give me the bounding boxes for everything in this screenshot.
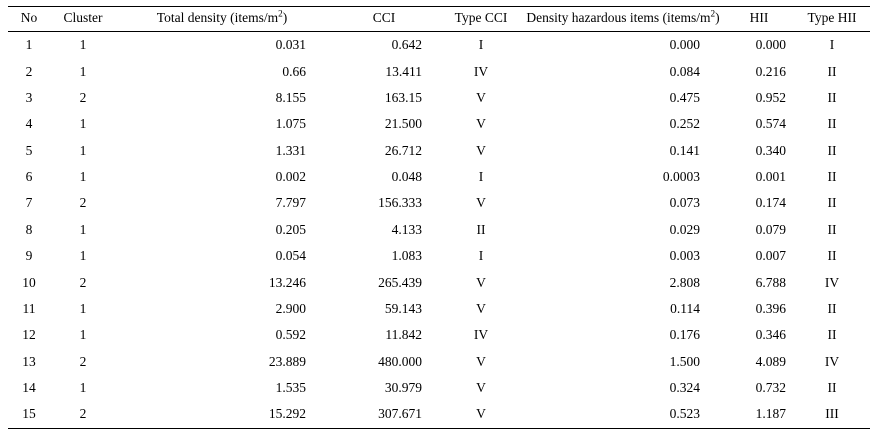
cell-cci: 156.333 [378, 195, 422, 211]
table-row [8, 322, 870, 348]
table-row [8, 269, 870, 295]
cell-hii: 0.574 [755, 116, 786, 132]
cell-type-hii: II [827, 380, 837, 396]
cell-type-hii: II [827, 327, 837, 343]
table-row [8, 85, 870, 111]
marine-litter-indices-table [8, 6, 870, 429]
cell-type-cci: V [476, 142, 486, 158]
column-header-total-density [116, 7, 328, 32]
table-row [8, 138, 870, 164]
cell-no: 13 [22, 353, 36, 369]
table-row [8, 164, 870, 190]
cell-total-density: 23.889 [268, 353, 306, 369]
cell-cluster: 2 [50, 401, 116, 429]
cell-type-hii: II [827, 142, 837, 158]
cell-no: 4 [25, 116, 33, 132]
table-row [8, 401, 870, 429]
table-row [8, 111, 870, 137]
cell-type-hii: IV [824, 353, 840, 369]
cell-hii: 0.079 [755, 221, 786, 237]
cell-cluster: 2 [79, 89, 87, 105]
cell-cluster: 1 [79, 248, 87, 264]
cell-hii: 0.346 [755, 327, 786, 343]
cell-hii: 0.340 [755, 142, 786, 158]
cell-total-density: 1.535 [275, 380, 306, 396]
cell-type-cci: V [476, 300, 486, 316]
cell-type-cci: IV [473, 327, 489, 343]
column-header-cci: CCI [328, 7, 440, 32]
cell-no: 8 [25, 221, 33, 237]
table-row [8, 32, 870, 59]
cell-cluster: 1 [79, 300, 87, 316]
cell-hii: 0.007 [755, 248, 786, 264]
table-row [8, 217, 870, 243]
table-body [8, 32, 870, 429]
cell-hii: 0.000 [755, 37, 786, 53]
cell-cluster: 1 [79, 116, 87, 132]
cell-density-hazardous: 0.003 [669, 248, 700, 264]
cell-hii: 0.732 [755, 380, 786, 396]
cell-type-cci: V [476, 89, 486, 105]
cell-type-cci: V [476, 195, 486, 211]
cell-no: 5 [25, 142, 33, 158]
cell-type-cci: V [476, 274, 486, 290]
cell-cci: 0.642 [391, 37, 422, 53]
cell-cluster: 1 [79, 221, 87, 237]
cell-type-cci: I [478, 37, 484, 53]
cell-cci: 59.143 [384, 300, 422, 316]
cell-no: 14 [22, 380, 36, 396]
column-header-density-hazardous-exponent: 2 [710, 8, 716, 19]
cell-total-density: 1.331 [275, 142, 306, 158]
cell-total-density: 0.205 [275, 221, 306, 237]
cell-type-hii: II [827, 116, 837, 132]
cell-type-hii: II [827, 169, 837, 185]
table-row [8, 296, 870, 322]
cell-density-hazardous: 0.084 [669, 63, 700, 79]
cell-total-density: 0.002 [275, 169, 306, 185]
cell-type-hii: II [827, 89, 837, 105]
cell-cci: 11.842 [385, 327, 422, 343]
cell-total-density: 8.155 [275, 89, 306, 105]
cell-density-hazardous: 0.324 [669, 380, 700, 396]
cell-hii: 0.952 [755, 89, 786, 105]
cell-total-density: 0.031 [275, 37, 306, 53]
cell-cci: 21.500 [384, 116, 422, 132]
cell-type-cci: V [476, 380, 486, 396]
cell-type-cci: V [476, 116, 486, 132]
cell-type-cci: II [476, 221, 486, 237]
cell-density-hazardous: 1.500 [669, 353, 700, 369]
cell-cluster: 1 [79, 327, 87, 343]
cell-hii: 0.216 [755, 63, 786, 79]
column-header-density-hazardous-suffix: ) [715, 10, 720, 25]
cell-cluster: 2 [79, 274, 87, 290]
table-header-row [8, 7, 870, 32]
cell-no: 7 [25, 195, 33, 211]
column-header-density-hazardous-text: Density hazardous items (items/m [526, 10, 711, 25]
cell-type-hii: II [827, 195, 837, 211]
cell-type-hii: III [794, 401, 870, 429]
cell-type-hii: I [829, 37, 835, 53]
cell-cluster: 2 [79, 195, 87, 211]
cell-no: 1 [25, 37, 33, 53]
cell-type-cci: V [440, 401, 522, 429]
cell-density-hazardous: 0.176 [669, 327, 700, 343]
cell-cluster: 2 [79, 353, 87, 369]
cell-no: 10 [22, 274, 36, 290]
table-row [8, 243, 870, 269]
column-header-hii: HII [724, 7, 794, 32]
cell-cci: 30.979 [384, 380, 422, 396]
cell-total-density: 7.797 [275, 195, 306, 211]
cell-cci: 13.411 [385, 63, 422, 79]
column-header-total-density-exponent: 2 [278, 8, 283, 19]
cell-density-hazardous: 0.114 [670, 300, 700, 316]
cell-density-hazardous: 0.0003 [662, 169, 700, 185]
cell-total-density: 2.900 [275, 300, 306, 316]
cell-cluster: 1 [79, 380, 87, 396]
table-header [8, 7, 870, 32]
column-header-total-density-suffix: ) [282, 10, 288, 25]
cell-no: 3 [25, 89, 33, 105]
table-row [8, 58, 870, 84]
cell-cci: 265.439 [378, 274, 422, 290]
cell-type-hii: II [827, 300, 837, 316]
cell-density-hazardous: 0.141 [669, 142, 700, 158]
cell-cluster: 1 [79, 169, 87, 185]
cell-cci: 163.15 [384, 89, 422, 105]
column-header-total-density-text: Total density (items/m [156, 10, 279, 25]
cell-density-hazardous: 0.073 [669, 195, 700, 211]
table-row [8, 190, 870, 216]
cell-type-hii: II [827, 248, 837, 264]
cell-density-hazardous: 0.000 [669, 37, 700, 53]
cell-cluster: 1 [79, 142, 87, 158]
cell-density-hazardous: 0.029 [669, 221, 700, 237]
cell-hii: 6.788 [755, 274, 786, 290]
column-header-no: No [8, 7, 50, 32]
cell-hii: 0.174 [755, 195, 786, 211]
cell-no: 9 [25, 248, 33, 264]
cell-total-density: 15.292 [116, 401, 328, 429]
cell-total-density: 13.246 [268, 274, 306, 290]
cell-no: 11 [22, 300, 36, 316]
cell-type-cci: V [476, 353, 486, 369]
cell-cci: 4.133 [391, 221, 422, 237]
cell-hii: 1.187 [724, 401, 794, 429]
cell-cci: 1.083 [391, 248, 422, 264]
cell-cci: 26.712 [384, 142, 422, 158]
cell-no: 12 [22, 327, 36, 343]
cell-type-hii: II [827, 63, 837, 79]
cell-total-density: 0.66 [282, 63, 306, 79]
cell-hii: 4.089 [755, 353, 786, 369]
cell-cci: 0.048 [391, 169, 422, 185]
cell-cluster: 1 [79, 63, 87, 79]
cell-total-density: 0.054 [275, 248, 306, 264]
cell-type-cci: I [478, 248, 484, 264]
cell-no: 15 [8, 401, 50, 429]
column-header-density-hazardous [522, 7, 724, 32]
cell-cci: 307.671 [328, 401, 440, 429]
cell-density-hazardous: 2.808 [669, 274, 700, 290]
cell-type-hii: IV [824, 274, 840, 290]
cell-no: 6 [25, 169, 33, 185]
column-header-type-hii: Type HII [794, 7, 870, 32]
cell-type-cci: I [478, 169, 484, 185]
cell-no: 2 [25, 63, 33, 79]
cell-density-hazardous: 0.523 [522, 401, 724, 429]
cell-cci: 480.000 [378, 353, 422, 369]
column-header-cluster: Cluster [50, 7, 116, 32]
cell-hii: 0.396 [755, 300, 786, 316]
cell-hii: 0.001 [755, 169, 786, 185]
cell-total-density: 1.075 [275, 116, 306, 132]
column-header-type-cci: Type CCI [440, 7, 522, 32]
cell-type-cci: IV [473, 63, 489, 79]
cell-density-hazardous: 0.252 [669, 116, 700, 132]
table-row [8, 349, 870, 375]
table-row [8, 375, 870, 401]
cell-density-hazardous: 0.475 [669, 89, 700, 105]
cell-cluster: 1 [79, 37, 87, 53]
cell-type-hii: II [827, 221, 837, 237]
cell-total-density: 0.592 [275, 327, 306, 343]
